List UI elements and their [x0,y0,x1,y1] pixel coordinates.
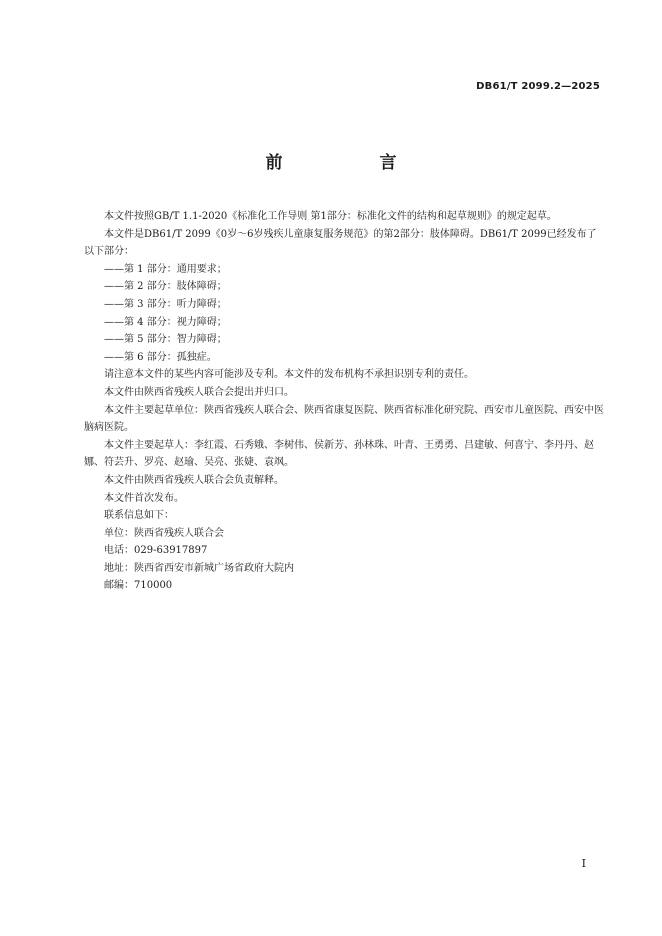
list-item: ——第 5 部分：智力障碍； [104,334,227,346]
list-item: ——第 1 部分：通用要求； [104,263,227,275]
paragraph-drafting-rules: 本文件按照GB/T 1.1-2020《标准化工作导则 第1部分：标准化文件的结构和起草规则》的规定起草。 [104,211,557,222]
paragraph-first-release: 本文件首次发布。 [104,492,184,504]
foreword-body [84,208,604,595]
paragraph-proposer: 本文件由陕西省残疾人联合会提出并归口。 [104,386,294,398]
page-title: 前 言 [265,153,437,173]
list-item: ——第 6 部分：孤独症。 [104,351,217,363]
paragraph-drafting-units: 本文件主要起草单位：陕西省残疾人联合会、陕西省康复医院、陕西省标准化研究院、西安市儿童医院、西安中医脑病医院。 [84,404,604,434]
list-item: ——第 3 部分：听力障碍； [104,298,227,310]
list-item: ——第 4 部分：视力障碍； [104,316,227,328]
paragraph-series-info: 本文件是DB61/T 2099《0岁～6岁残疾儿童康复服务规范》的第2部分：肢体障碍。DB61/T 2099已经发布了以下部分： [84,228,597,258]
document-id: DB61/T 2099.2—2025 [476,81,600,92]
contact-postcode: 邮编：710000 [104,580,173,592]
contact-unit: 单位：陕西省残疾人联合会 [104,527,224,539]
paragraph-contact-heading: 联系信息如下： [104,510,174,522]
paragraph-patent-notice: 请注意本文件的某些内容可能涉及专利。本文件的发布机构不承担识别专利的责任。 [104,369,474,381]
page-number: I [581,857,586,870]
list-item: ——第 2 部分：肢体障碍； [104,281,227,293]
paragraph-drafters: 本文件主要起草人：李红霞、石秀娥、李树伟、侯新芳、孙林珠、叶青、王勇勇、吕建敏、何喜宁、李丹丹、赵娜、符芸升、罗亮、赵瑜、吴亮、张婕、袁飒。 [84,439,594,469]
paragraph-interpretation: 本文件由陕西省残疾人联合会负责解释。 [104,474,284,486]
contact-address: 地址：陕西省西安市新城广场省政府大院内 [104,562,294,574]
contact-phone: 电话：029-63917897 [104,545,208,557]
